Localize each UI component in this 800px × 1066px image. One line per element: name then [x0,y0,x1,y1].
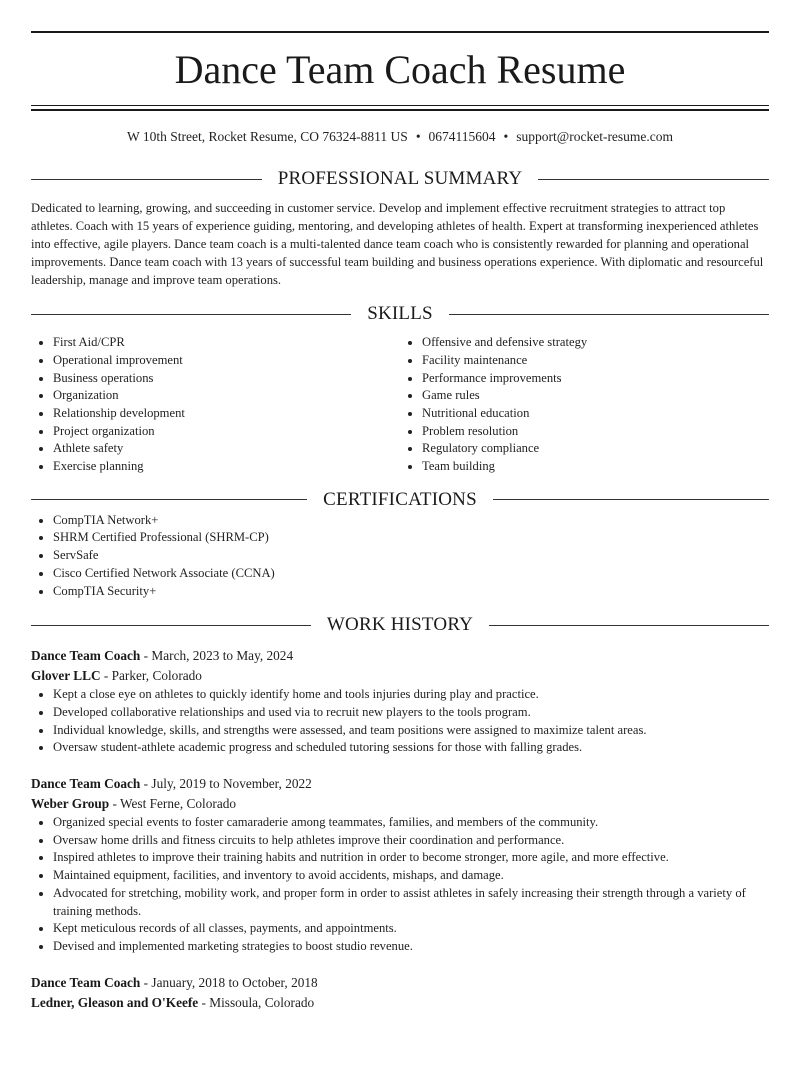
section-title: SKILLS [367,303,433,325]
skills-column-left [31,334,400,476]
job-company-line [31,993,769,1013]
job-location: - Missoula, Colorado [198,994,315,1010]
divider-thin [31,105,769,106]
contact-phone: 0674115604 [428,129,496,144]
certifications-list [31,512,769,601]
resume-title: Dance Team Coach Resume [174,47,626,92]
skill-item: • Performance improvements [422,370,769,388]
certification-item: • SHRM Certified Professional (SHRM-CP) [53,529,769,547]
job-bullets [31,814,769,956]
skill-item: • Facility maintenance [422,352,769,370]
job-bullet: • Oversaw student-athlete academic progress and scheduled tutoring sessions for those with falling grades. [53,739,769,757]
job-entry [31,973,769,1013]
heading-rule-left [31,625,311,626]
job-bullet: • Organized special events to foster camaraderie among teammates, families, and members of the community. [53,814,769,832]
job-company: Glover LLC [31,668,101,684]
heading-rule-right [538,179,769,180]
section-heading-certifications [31,488,769,512]
skill-item: • Offensive and defensive strategy [422,334,769,352]
heading-rule-left [31,179,262,180]
job-bullet: • Kept a close eye on athletes to quickly identify home and tools injuries during play and practice. [53,686,769,704]
divider-thick [31,109,769,111]
job-dates: - July, 2019 to November, 2022 [140,776,312,792]
heading-rule-right [489,625,769,626]
contact-line [31,128,769,146]
heading-rule-right [493,499,769,500]
job-company-line [31,666,769,686]
heading-rule-right [449,314,769,315]
section-heading-summary [31,167,769,191]
job-bullet: • Devised and implemented marketing strategies to boost studio revenue. [53,938,769,956]
job-bullet: • Individual knowledge, skills, and strengths were assessed, and team positions were assigned to maximize talent areas. [53,722,769,740]
job-dates: - January, 2018 to October, 2018 [140,974,318,990]
job-bullet: • Developed collaborative relationships and used via to recruit new players to the tools program. [53,704,769,722]
skills-columns [31,334,769,476]
section-heading-skills [31,302,769,326]
job-bullet: • Maintained equipment, facilities, and inventory to avoid accidents, mishaps, and damage. [53,867,769,885]
certification-item: • CompTIA Security+ [53,583,769,601]
job-bullet: • Oversaw home drills and fitness circuits to help athletes improve their coordination and performance. [53,832,769,850]
certification-item: • Cisco Certified Network Associate (CCNA) [53,565,769,583]
job-title: Dance Team Coach [31,648,141,664]
skill-item: • Team building [422,458,769,476]
skill-item: • Operational improvement [53,352,400,370]
contact-email: support@rocket-resume.com [516,129,674,144]
job-entry [31,646,769,757]
skill-item: • Exercise planning [53,458,400,476]
job-company-line [31,794,769,814]
section-title: PROFESSIONAL SUMMARY [277,168,523,189]
section-heading-work-history [31,613,769,637]
job-bullet: • Advocated for stretching, mobility work, and proper form in order to assist athletes in safely increasing their strength through a variety of training methods. [53,885,769,920]
job-company: Ledner, Gleason and O'Keefe [31,994,199,1010]
job-title-line [31,774,769,794]
certification-item: • ServSafe [53,547,769,565]
skill-item: • Regulatory compliance [422,440,769,458]
job-title-line [31,973,769,993]
job-title-line [31,646,769,666]
title-double-divider [31,105,769,111]
skill-item: • Organization [53,387,400,405]
job-location: - Parker, Colorado [100,668,202,684]
job-company: Weber Group [31,796,110,812]
skill-item: • Problem resolution [422,423,769,441]
skill-item: • First Aid/CPR [53,334,400,352]
job-title: Dance Team Coach [31,974,141,990]
skill-item: • Athlete safety [53,440,400,458]
section-title: CERTIFICATIONS [323,488,477,510]
job-entry [31,774,769,956]
summary-text: Dedicated to learning, growing, and succeeding in customer service. Develop and implement effective recruitment strategies to attract top athletes. Coach with 15 years of experience guiding, mentoring, and developing athletes of health. Expert at transforming inexperienced athletes into effective, agile players. Dance team coach is a multi-talented dance team coach who is consistently rewarded for planning and operational improvements. Dance team coach with 13 years of successful team building and business operations experience. With diplomatic and resourceful leadership, manage and improve team operations. [31,201,764,287]
skill-item: • Business operations [53,370,400,388]
job-dates: - March, 2023 to May, 2024 [140,648,294,664]
section-title: WORK HISTORY [326,614,474,636]
skills-column-right [400,334,769,476]
skill-item: • Nutritional education [422,405,769,423]
job-location: - West Ferne, Colorado [109,796,237,812]
bullet-separator: • [503,129,509,144]
skills-list-right [400,334,769,476]
certification-item: • CompTIA Network+ [53,512,769,530]
skill-item: • Project organization [53,423,400,441]
resume-page [0,31,800,1013]
heading-rule-left [31,499,307,500]
bullet-separator: • [415,129,421,144]
job-title: Dance Team Coach [31,776,141,792]
skill-item: • Game rules [422,387,769,405]
top-divider [31,31,769,33]
job-bullet: • Kept meticulous records of all classes, payments, and appointments. [53,920,769,938]
skills-list-left [31,334,400,476]
job-bullets [31,686,769,757]
skill-item: • Relationship development [53,405,400,423]
job-bullet: • Inspired athletes to improve their training habits and nutrition in order to become stronger, more agile, and more effective. [53,849,769,867]
heading-rule-left [31,314,351,315]
contact-address: W 10th Street, Rocket Resume, CO 76324-8811 US [126,129,408,144]
